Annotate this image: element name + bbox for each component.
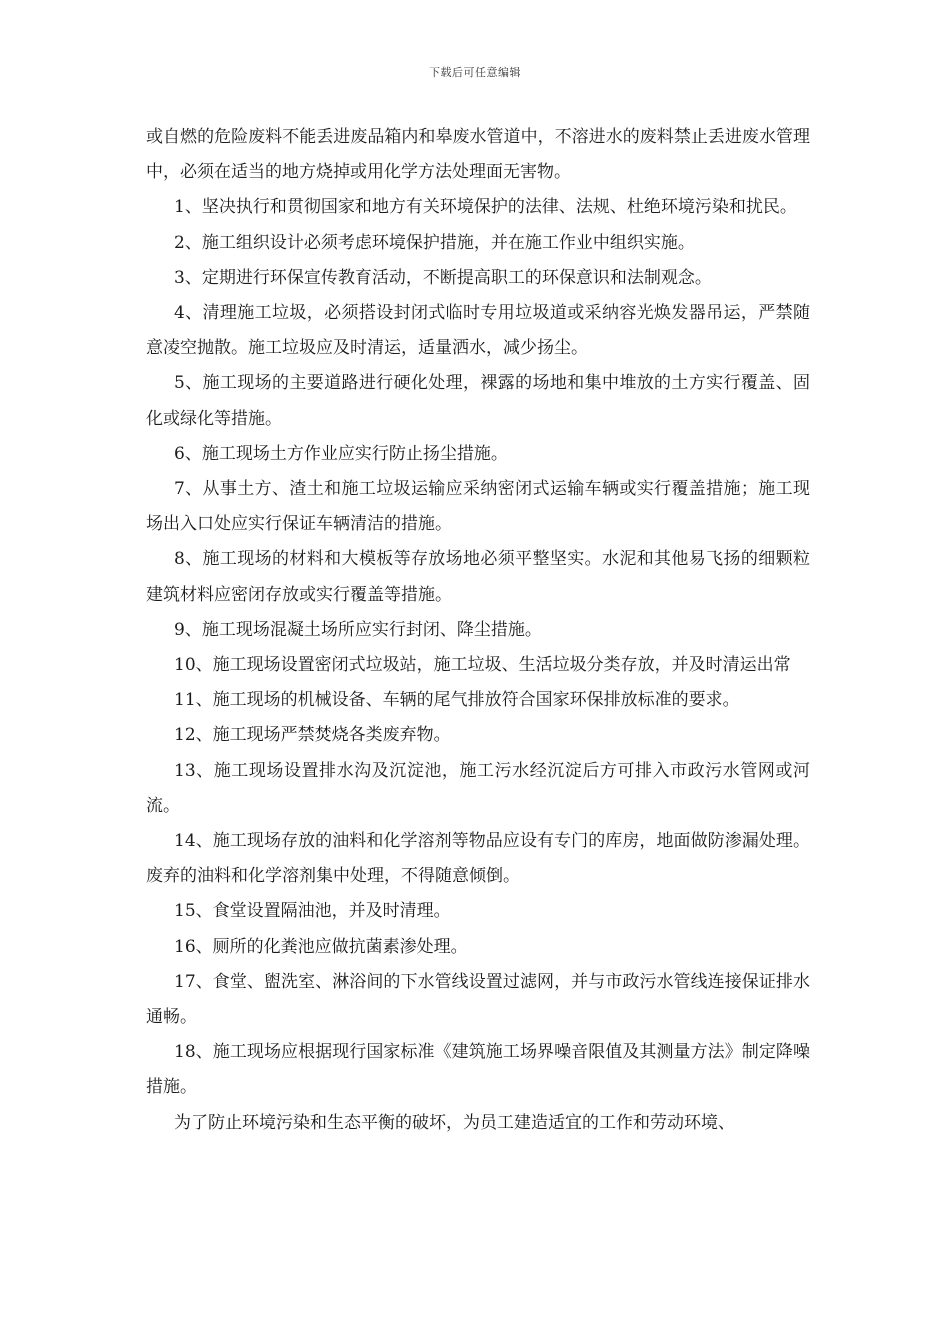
paragraph-item-4: 4、清理施工垃圾，必须搭设封闭式临时专用垃圾道或采纳容光焕发器吊运，严禁随意凌空抛散。施工垃圾应及时清运，适量洒水，减少扬尘。: [146, 303, 810, 359]
paragraph-item-6: 6、施工现场土方作业应实行防止扬尘措施。: [174, 443, 508, 464]
page-header-note: 下载后可任意编辑: [429, 66, 521, 79]
paragraph-item-2: 2、施工组织设计必须考虑环境保护措施，并在施工作业中组织实施。: [174, 232, 695, 253]
paragraph-closing: 为了防止环境污染和生态平衡的破坏，为员工建造适宜的工作和劳动环境、: [174, 1112, 735, 1133]
paragraph-item-10: 10、施工现场设置密闭式垃圾站，施工垃圾、生活垃圾分类存放，并及时清运出常: [174, 655, 791, 676]
paragraph-item-9: 9、施工现场混凝土场所应实行封闭、降尘措施。: [174, 619, 542, 640]
document-body: [146, 120, 810, 1141]
paragraph-item-8: 8、施工现场的材料和大模板等存放场地必须平整坚实。水泥和其他易飞扬的细颗粒建筑材料应密闭存放或实行覆盖等措施。: [146, 549, 810, 605]
paragraph-item-3: 3、定期进行环保宣传教育活动，不断提高职工的环保意识和法制观念。: [174, 267, 712, 288]
paragraph-item-5: 5、施工现场的主要道路进行硬化处理，裸露的场地和集中堆放的土方实行覆盖、固化或绿化等措施。: [146, 373, 810, 429]
paragraph-item-17: 17、食堂、盥洗室、淋浴间的下水管线设置过滤网，并与市政污水管线连接保证排水通畅。: [146, 971, 810, 1028]
paragraph-item-1: 1、坚决执行和贯彻国家和地方有关环境保护的法律、法规、杜绝环境污染和扰民。: [174, 197, 797, 218]
paragraph-item-11: 11、施工现场的机械设备、车辆的尾气排放符合国家环保排放标准的要求。: [174, 690, 740, 711]
paragraph-item-7: 7、从事土方、渣土和施工垃圾运输应采纳密闭式运输车辆或实行覆盖措施；施工现场出入口处应实行保证车辆清洁的措施。: [146, 479, 810, 535]
paragraph-item-13: 13、施工现场设置排水沟及沉淀池，施工污水经沉淀后方可排入市政污水管网或河流。: [146, 760, 810, 816]
paragraph-item-14: 14、施工现场存放的油料和化学溶剂等物品应设有专门的库房，地面做防渗漏处理。废弃的油料和化学溶剂集中处理，不得随意倾倒。: [146, 831, 810, 887]
paragraph-item-18: 18、施工现场应根据现行国家标准《建筑施工场界噪音限值及其测量方法》制定降噪措施。: [146, 1042, 810, 1098]
paragraph-item-16: 16、厕所的化粪池应做抗菌素渗处理。: [174, 936, 468, 957]
paragraph: 或自燃的危险废料不能丢进废品箱内和皋废水管道中，不溶进水的废料禁止丢进废水管理中，必须在适当的地方烧掉或用化学方法处理面无害物。: [146, 127, 810, 183]
paragraph-item-12: 12、施工现场严禁焚烧各类废弃物。: [174, 725, 451, 746]
paragraph-item-15: 15、食堂设置隔油池，并及时清理。: [174, 901, 451, 922]
